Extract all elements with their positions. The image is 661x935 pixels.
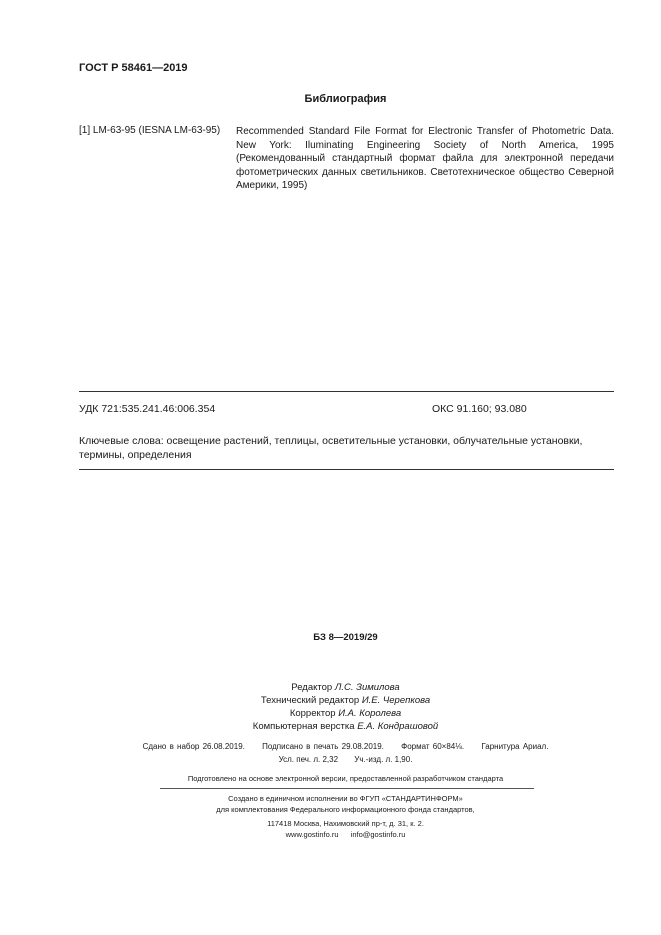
document-header-code: ГОСТ Р 58461—2019: [79, 62, 188, 74]
divider-top: [79, 391, 614, 392]
bibliography-title: Библиография: [304, 93, 387, 105]
staff-layout: Компьютерная верстка Е.А. Кондрашовой: [252, 721, 439, 732]
creator-line2: для комплектования Федерального информационного фонда стандартов,: [216, 805, 475, 814]
bibliography-entry-text: Recommended Standard File Format for Electronic Transfer of Photometric Data. New York: Iluminating Engineering Society of North America, 1995 (Рекомендованный стандартный формат файла для электронной передачи фотометрических данных светильников. Светотехническое общество Северной Америки, 1995): [236, 126, 614, 191]
entry-code: LM-63-95 (IESNA LM-63-95): [92, 125, 221, 136]
pub-sheets: Уч.-изд. л. 1,90.: [354, 755, 413, 764]
bz-number: БЗ 8—2019/29: [313, 632, 378, 643]
udk-code: УДК 721:535.241.46:006.354: [79, 403, 216, 415]
keywords: Ключевые слова: освещение растений, теплицы, осветительные установки, облучательные установки, термины, определения: [79, 435, 583, 461]
prepared-note: Подготовлено на основе электронной версии, предоставленной разработчиком стандарта: [187, 774, 504, 783]
entry-number: [1]: [79, 125, 91, 136]
staff-editor: Редактор Л.С. Зимилова: [291, 682, 400, 693]
print-format: Формат 60×84⅛.: [401, 742, 465, 751]
editorial-staff: [0, 681, 661, 733]
staff-tech-editor: Технический редактор И.Е. Черепкова: [260, 695, 431, 706]
publication-details-line1: [0, 742, 661, 751]
bibliography-entry-ref: [79, 125, 220, 136]
email-link[interactable]: info@gostinfo.ru: [350, 830, 406, 839]
divider-bottom: [79, 469, 614, 470]
oks-code: ОКС 91.160; 93.080: [432, 403, 527, 415]
contact-info: [0, 818, 661, 840]
divider-footer: [160, 788, 534, 789]
typeface: Гарнитура Ариал.: [481, 742, 549, 751]
staff-corrector: Корректор И.А. Королева: [289, 708, 402, 719]
typeset-date: Сдано в набор 26.08.2019.: [142, 742, 245, 751]
signed-date: Подписано в печать 29.08.2019.: [262, 742, 384, 751]
postal-address: 117418 Москва, Нахимовский пр-т, д. 31, к. 2.: [267, 819, 424, 828]
creator-info: [0, 793, 661, 815]
print-sheets: Усл. печ. л. 2,32: [278, 755, 339, 764]
creator-line1: Создано в единичном исполнении во ФГУП «СТАНДАРТИНФОРМ»: [228, 794, 463, 803]
publication-details-line2: [0, 755, 661, 764]
website-link[interactable]: www.gostinfo.ru: [285, 830, 339, 839]
